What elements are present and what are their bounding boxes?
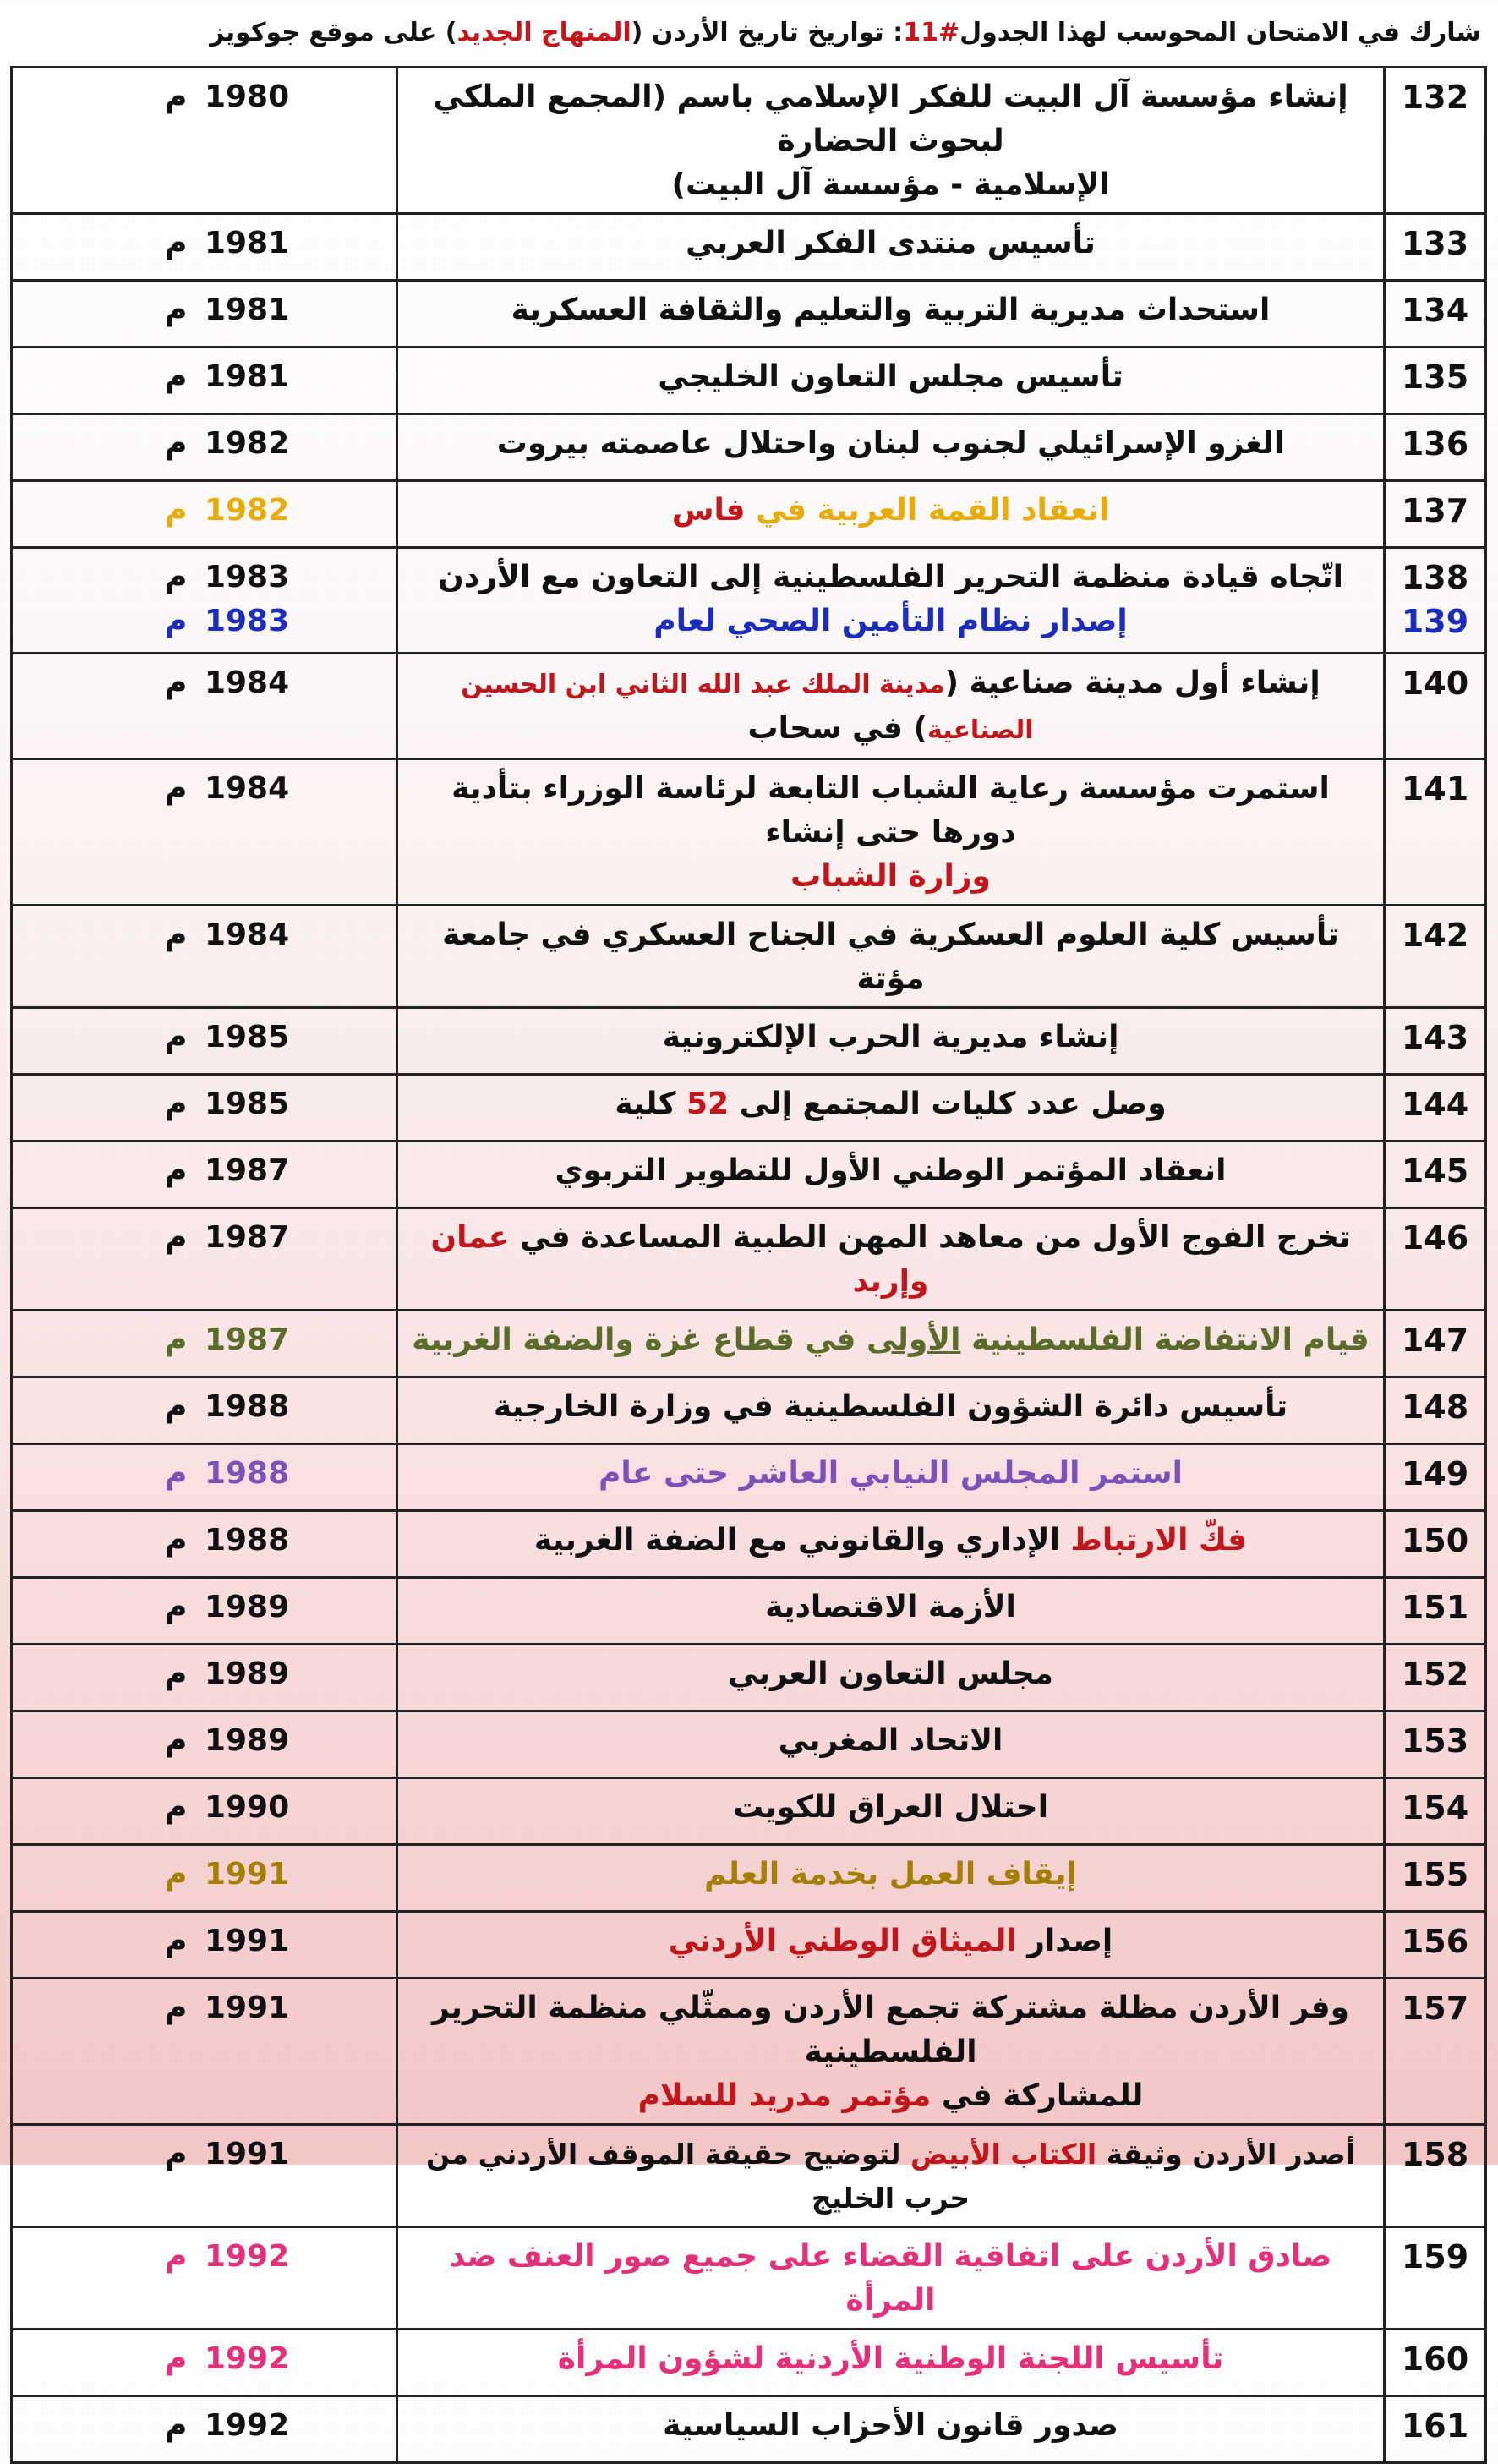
event-text: كلية [615,1087,687,1121]
row-event [397,548,1385,654]
row-event [397,1979,1385,2125]
row-event: صدور قانون الأحزاب السياسية [397,2396,1385,2463]
row-number: 142 [1385,906,1486,1008]
year-unit: م [165,917,188,952]
year-unit: م [165,1322,188,1357]
row-number: 135 [1385,348,1486,414]
event-highlight: فكّ الارتباط [1070,1523,1248,1558]
row-event [397,1311,1385,1377]
year-value: 1988 [204,1456,290,1491]
row-event [397,654,1385,759]
row-year [12,214,397,281]
row-number: 148 [1385,1377,1486,1444]
table-row [12,348,1486,414]
year-value: 1987 [204,1153,290,1188]
table-row [12,1075,1486,1142]
row-year [12,1912,397,1979]
row-event [397,1075,1385,1142]
row-number-a: 138 [1401,559,1469,596]
row-year [12,906,397,1008]
year-value: 1991 [204,1857,290,1892]
year-value: 1981 [204,293,290,327]
table-row [12,906,1486,1008]
year-value: 1980 [204,79,290,114]
year-unit: م [165,1523,188,1558]
table-row [12,1845,1486,1912]
year-unit: م [165,560,188,594]
year-value: 1982 [204,493,290,528]
row-event [397,1511,1385,1578]
header-text-3: ) على موقع جوكويز [210,17,457,47]
row-year [12,1311,397,1377]
row-number: 136 [1385,414,1486,481]
year-unit: م [165,293,188,327]
row-year [12,1711,397,1778]
table-row [12,68,1486,214]
row-year [12,1444,397,1511]
row-number: 151 [1385,1578,1486,1645]
row-number: 159 [1385,2227,1486,2330]
table-row [12,759,1486,906]
event-line: وفر الأردن مظلة مشتركة تجمع الأردن وممثّلي منظمة التحرير الفلسطينية [431,1990,1350,2069]
row-year [12,1511,397,1578]
row-event: استحداث مديرية التربية والتعليم والثقافة العسكرية [397,281,1385,348]
event-highlight: مدينة الملك عبد الله الثاني ابن الحسين الصناعية [461,670,1034,745]
year-unit: م [165,1857,188,1892]
row-number: 154 [1385,1778,1486,1845]
row-number: 152 [1385,1645,1486,1711]
row-number: 156 [1385,1912,1486,1979]
year-unit: م [165,604,188,638]
year-value: 1984 [204,665,290,700]
year-value: 1991 [204,1924,290,1958]
year-value: 1992 [204,2341,290,2376]
row-year [12,481,397,548]
year-unit: م [165,2408,188,2443]
event-text: الإداري والقانوني مع الضفة الغربية [533,1523,1071,1558]
row-year [12,1845,397,1912]
row-event: الاتحاد المغربي [397,1711,1385,1778]
event-text: إصدار [1016,1924,1113,1958]
event-text: انعقاد القمة العربية في [745,493,1110,528]
year-value: 1991 [204,1990,290,2025]
year-unit: م [165,493,188,528]
row-number: 137 [1385,481,1486,548]
row-number: 149 [1385,1444,1486,1511]
year-value: 1988 [204,1523,290,1558]
table-row [12,481,1486,548]
row-event [397,1208,1385,1311]
event-text: وصل عدد كليات المجتمع إلى [729,1087,1167,1121]
row-number: 153 [1385,1711,1486,1778]
year-unit: م [165,1590,188,1624]
table-row [12,2330,1486,2396]
event-text: تخرج الفوج الأول من معاهد المهن الطبية المساعدة في [509,1220,1351,1255]
table-row [12,281,1486,348]
row-year [12,2330,397,2396]
table-row [12,548,1486,654]
table-row [12,1511,1486,1578]
year-unit: م [165,1790,188,1825]
row-event: الغزو الإسرائيلي لجنوب لبنان واحتلال عاصمته بيروت [397,414,1385,481]
event-line: الإسلامية - مؤسسة آل البيت) [671,167,1110,202]
year-value: 1988 [204,1389,290,1424]
year-unit: م [165,1020,188,1054]
table-row [12,2396,1486,2463]
row-number: 145 [1385,1142,1486,1208]
row-event: مجلس التعاون العربي [397,1645,1385,1711]
row-number: 161 [1385,2396,1486,2463]
row-year [12,2125,397,2227]
event-text: ) في سحاب [747,711,927,746]
year-value: 1992 [204,2408,290,2443]
year-value: 1990 [204,1790,290,1825]
year-unit: م [165,1389,188,1424]
year-unit: م [165,1656,188,1691]
row-number: 140 [1385,654,1486,759]
year-unit: م [165,771,188,806]
row-event: إيقاف العمل بخدمة العلم [397,1845,1385,1912]
table-row [12,1979,1486,2125]
table-row [12,1311,1486,1377]
row-event: تأسيس كلية العلوم العسكرية في الجناح العسكري في جامعة مؤتة [397,906,1385,1008]
table-row [12,414,1486,481]
row-year [12,414,397,481]
row-event [397,759,1385,906]
year-unit: م [165,2341,188,2376]
event-text: إنشاء أول مدينة صناعية ( [944,665,1320,700]
year-unit: م [165,1220,188,1255]
event-highlight: الأولى [866,1322,961,1357]
row-year [12,68,397,214]
year-unit: م [165,1723,188,1758]
row-event: تأسيس مجلس التعاون الخليجي [397,348,1385,414]
table-row [12,1778,1486,1845]
row-event [397,68,1385,214]
year-value: 1982 [204,426,290,461]
year-unit: م [165,1153,188,1188]
row-year [12,1645,397,1711]
table-row [12,1912,1486,1979]
row-year [12,1208,397,1311]
year-unit: م [165,1456,188,1491]
row-year [12,1142,397,1208]
row-year [12,2227,397,2330]
row-event [397,1912,1385,1979]
row-number-b: 139 [1401,603,1469,640]
row-event: انعقاد المؤتمر الوطني الأول للتطوير التربوي [397,1142,1385,1208]
table-row [12,2227,1486,2330]
table-row [12,1578,1486,1645]
table-row [12,1377,1486,1444]
year-unit: م [165,665,188,700]
row-year [12,348,397,414]
table-row [12,1008,1486,1075]
row-event: استمر المجلس النيابي العاشر حتى عام [397,1444,1385,1511]
year-unit: م [165,1990,188,2025]
row-year [12,1377,397,1444]
year-unit: م [165,226,188,260]
page-header [17,8,1481,56]
event-line: إنشاء مؤسسة آل البيت للفكر الإسلامي باسم (المجمع الملكي لبحوث الحضارة [433,79,1348,158]
year-value: 1983 [204,560,290,594]
year-unit: م [165,426,188,461]
row-event: صادق الأردن على اتفاقية القضاء على جميع صور العنف ضد المرأة [397,2227,1385,2330]
event-highlight: 52 [686,1087,730,1121]
year-unit: م [165,79,188,114]
row-year [12,1979,397,2125]
row-year [12,1008,397,1075]
year-value: 1989 [204,1656,290,1691]
table-row [12,1645,1486,1711]
table-row [12,1142,1486,1208]
row-year [12,654,397,759]
header-hash: # [938,17,960,47]
event-highlight: الكتاب الأبيض [910,2138,1097,2171]
row-year [12,2396,397,2463]
event-text: قيام الانتفاضة الفلسطينية [960,1322,1370,1357]
event-highlight: عمان وإربد [430,1220,929,1299]
row-year [12,281,397,348]
row-event: تأسيس دائرة الشؤون الفلسطينية في وزارة الخارجية [397,1377,1385,1444]
year-value: 1983 [204,604,290,638]
row-number: 150 [1385,1511,1486,1578]
row-event: تأسيس منتدى الفكر العربي [397,214,1385,281]
row-event [397,481,1385,548]
year-value: 1981 [204,226,290,260]
year-value: 1985 [204,1020,290,1054]
event-highlight: وزارة الشباب [790,859,991,894]
row-number: 132 [1385,68,1486,214]
row-year [12,1075,397,1142]
table-row [12,1208,1486,1311]
year-value: 1989 [204,1590,290,1624]
row-event: تأسيس اللجنة الوطنية الأردنية لشؤون المرأة [397,2330,1385,2396]
year-value: 1987 [204,1322,290,1357]
header-text-1: شارك في الامتحان المحوسب لهذا الجدول [959,17,1481,47]
event-line: اتّجاه قيادة منظمة التحرير الفلسطينية إلى التعاون مع الأردن [438,560,1343,594]
event-highlight: مؤتمر مدريد للسلام [637,2078,932,2113]
row-event: إنشاء مديرية الحرب الإلكترونية [397,1008,1385,1075]
dates-table [10,66,1487,2464]
event-text: للمشاركة في [931,2078,1144,2113]
year-value: 1981 [204,359,290,394]
event-text: أصدر الأردن وثيقة [1096,2138,1356,2171]
row-number: 160 [1385,2330,1486,2396]
year-value: 1984 [204,771,290,806]
table-row [12,2125,1486,2227]
header-new-curriculum: المنهاج الجديد [457,17,631,47]
event-highlight: فاس [671,493,746,528]
header-text-2: : تواريخ تاريخ الأردن ( [631,17,904,47]
row-number: 141 [1385,759,1486,906]
row-event [397,2125,1385,2227]
row-number: 147 [1385,1311,1486,1377]
year-unit: م [165,1924,188,1958]
event-line: استمرت مؤسسة رعاية الشباب التابعة لرئاسة الوزراء بتأدية دورها حتى إنشاء [451,771,1330,850]
year-unit: م [165,1087,188,1121]
event-text: في قطاع غزة والضفة الغربية [412,1322,867,1357]
row-number: 157 [1385,1979,1486,2125]
header-table-number: 11 [903,17,938,47]
year-value: 1984 [204,917,290,952]
row-number: 155 [1385,1845,1486,1912]
year-unit: م [165,2137,188,2171]
table-row [12,1711,1486,1778]
row-number: 143 [1385,1008,1486,1075]
row-number [1385,548,1486,654]
row-year [12,759,397,906]
row-year [12,1578,397,1645]
year-unit: م [165,359,188,394]
table-row [12,214,1486,281]
year-value: 1992 [204,2239,290,2274]
row-number: 133 [1385,214,1486,281]
row-year [12,548,397,654]
row-number: 146 [1385,1208,1486,1311]
row-number: 134 [1385,281,1486,348]
event-line: إصدار نظام التأمين الصحي لعام [653,604,1128,638]
row-event: احتلال العراق للكويت [397,1778,1385,1845]
year-value: 1989 [204,1723,290,1758]
row-year [12,1778,397,1845]
year-value: 1987 [204,1220,290,1255]
table-row [12,654,1486,759]
event-highlight: الميثاق الوطني الأردني [668,1924,1017,1958]
row-number: 158 [1385,2125,1486,2227]
table-row [12,1444,1486,1511]
event-text: لتوضيح حقيقة الموقف الأردني من حرب الخليج [425,2138,970,2215]
year-value: 1985 [204,1087,290,1121]
year-value: 1991 [204,2137,290,2171]
year-unit: م [165,2239,188,2274]
row-number: 144 [1385,1075,1486,1142]
row-event: الأزمة الاقتصادية [397,1578,1385,1645]
